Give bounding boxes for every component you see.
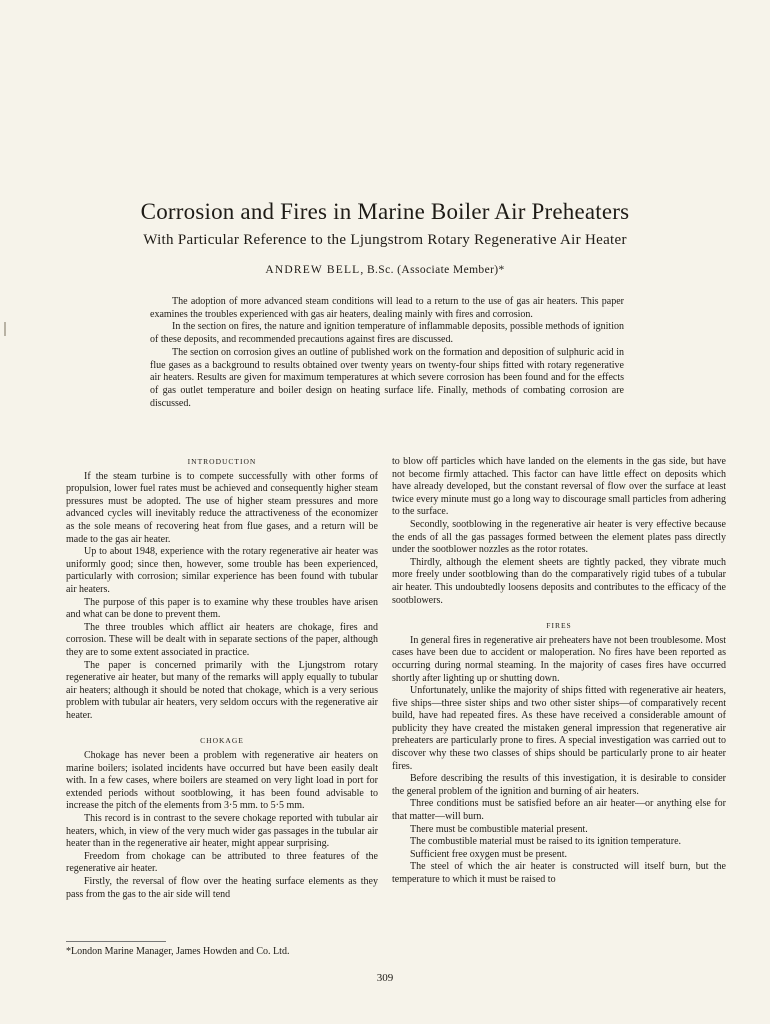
- body-paragraph: Before describing the results of this investigation, it is desirable to consider the general problem of the ignition and burning of air heaters.: [392, 773, 726, 797]
- body-paragraph: to blow off particles which have landed on the elements in the gas side, but have not become firmly attached. This factor can have little effect on deposits which have already developed, but the constant reversal of flow over the surface at least twice every minute must go a long way to discourage small particles from adhering to the surface.: [392, 456, 726, 518]
- section-heading-introduction: INTRODUCTION: [187, 457, 257, 466]
- body-paragraph: Three conditions must be satisfied before an air heater—or anything else for that matter—will burn.: [392, 798, 726, 823]
- left-column: [66, 456, 378, 901]
- body-paragraph: In general fires in regenerative air preheaters have not been troublesome. Most cases have been due to accident or maloperation. No fires have been reported as occurring during normal steaming. In the majority of cases fires have occurred shortly after lighting up or shutting down.: [392, 634, 726, 684]
- condition-item: The combustible material must be raised to its ignition temperature.: [410, 836, 682, 848]
- footnote-rule: [66, 941, 166, 942]
- margin-mark: [4, 322, 6, 336]
- body-paragraph: The purpose of this paper is to examine why these troubles have arisen and what can be done to prevent them.: [66, 596, 378, 621]
- section-gap: [392, 607, 726, 620]
- body-paragraph: The three troubles which afflict air heaters are chokage, fires and corrosion. These will be dealt with in separate sections of the paper, although they are to some extent associated in practice.: [66, 621, 378, 658]
- body-paragraph: Unfortunately, unlike the majority of ships fitted with regenerative air heaters, five ships—three sister ships and two other sister ships—of comparatively recent build, have had repeated fires. As these have received a considerable amount of publicity they have created the mistaken general impression that regenerative air preheaters are particularly prone to fires. A special investigation was carried out to discover why these two classes of ships should be particularly prone to air heater fires.: [392, 685, 726, 772]
- body-paragraph: Secondly, sootblowing in the regenerative air heater is very effective because the ends of all the gas passages formed between the element plates pass directly under the sootblower nozzles as the rotor rotates.: [392, 518, 726, 556]
- paper-subtitle: With Particular Reference to the Ljungstrom Rotary Regenerative Air Heater: [143, 232, 627, 248]
- page-number: 309: [376, 972, 394, 984]
- body-paragraph: Chokage has never been a problem with regenerative air heaters on marine boilers; isolated incidents have occurred but have been easily dealt with. In a few cases, where boilers are steamed on very light load in port for extended periods without sootblowing, it has been found advisable to increase the pitch of the elements from 3·5 mm. to 5·5 mm.: [66, 750, 378, 812]
- body-paragraph: Up to about 1948, experience with the rotary regenerative air heater was uniformly good; since then, however, some trouble has been experienced, particularly with corrosion; similar experience has been found with tubular air heaters.: [66, 546, 378, 595]
- paper-title: Corrosion and Fires in Marine Boiler Air Preheaters: [140, 199, 630, 224]
- author-line: [0, 264, 770, 276]
- abstract-paragraph: In the section on fires, the nature and ignition temperature of inflammable deposits, possible methods of ignition of these deposits, and recommended precautions against fires are discussed.: [150, 321, 624, 346]
- section-gap: [66, 722, 378, 735]
- right-column: [392, 456, 726, 887]
- footnote: *London Marine Manager, James Howden and Co. Ltd.: [66, 946, 290, 957]
- body-paragraph: Thirdly, although the element sheets are tightly packed, they vibrate much more freely under sootblowing than do the comparatively rigid tubes of a tubular air heater. This undoubtedly loosens deposits and contributes to the efficacy of the sootblowers.: [392, 556, 726, 606]
- body-paragraph: The paper is concerned primarily with the Ljungstrom rotary regenerative air heater, but many of the remarks will apply equally to tubular air heaters; although it should be noted that chokage, which is a very serious problem with tubular air heaters, very seldom occurs with the regenerative air heater.: [66, 659, 378, 721]
- abstract: [150, 296, 624, 410]
- body-paragraph: Freedom from chokage can be attributed to three features of the regenerative air heater.: [66, 850, 378, 875]
- body-paragraph: Firstly, the reversal of flow over the heating surface elements as they pass from the gas to the air side will tend: [66, 876, 378, 900]
- abstract-paragraph: The section on corrosion gives an outline of published work on the formation and deposition of sulphuric acid in flue gases as a background to results obtained over twenty years on twenty-four ships fitted with rotary regenerative air heaters. Results are given for maximum temperatures at which severe corrosion has been found and for the effects of gas outlet temperature and boiler design on heating surface life. Finally, methods of combating corrosion are discussed.: [150, 346, 624, 409]
- body-paragraph: This record is in contrast to the severe chokage reported with tubular air heaters, which, in view of the very much wider gas passages in the tubular air heater than in the regenerative air heater, might appear surprising.: [66, 813, 378, 850]
- condition-item: There must be combustible material present.: [410, 823, 588, 835]
- author-name: ANDREW BELL: [265, 264, 361, 276]
- author-details: , B.Sc. (Associate Member)*: [360, 264, 505, 276]
- abstract-paragraph: The adoption of more advanced steam conditions will lead to a return to the use of gas air heaters. This paper examines the troubles experienced with gas air heaters, dealing mainly with fires and corrosion.: [150, 296, 624, 320]
- section-heading-fires: FIRES: [546, 621, 572, 631]
- condition-item: Sufficient free oxygen must be present.: [410, 848, 567, 860]
- section-heading-chokage: CHOKAGE: [200, 736, 244, 746]
- body-paragraph: If the steam turbine is to compete successfully with other forms of propulsion, lower fuel rates must be achieved and consequently higher steam pressures must be adopted. The use of higher steam pressures and more advanced cycles will inevitably reduce the attractiveness of the economizer as the sole means of recovering heat from flue gases, and a return will be made to the gas air heater.: [66, 470, 378, 545]
- body-paragraph: The steel of which the air heater is constructed will itself burn, but the temperature to which it must be raised to: [392, 861, 726, 885]
